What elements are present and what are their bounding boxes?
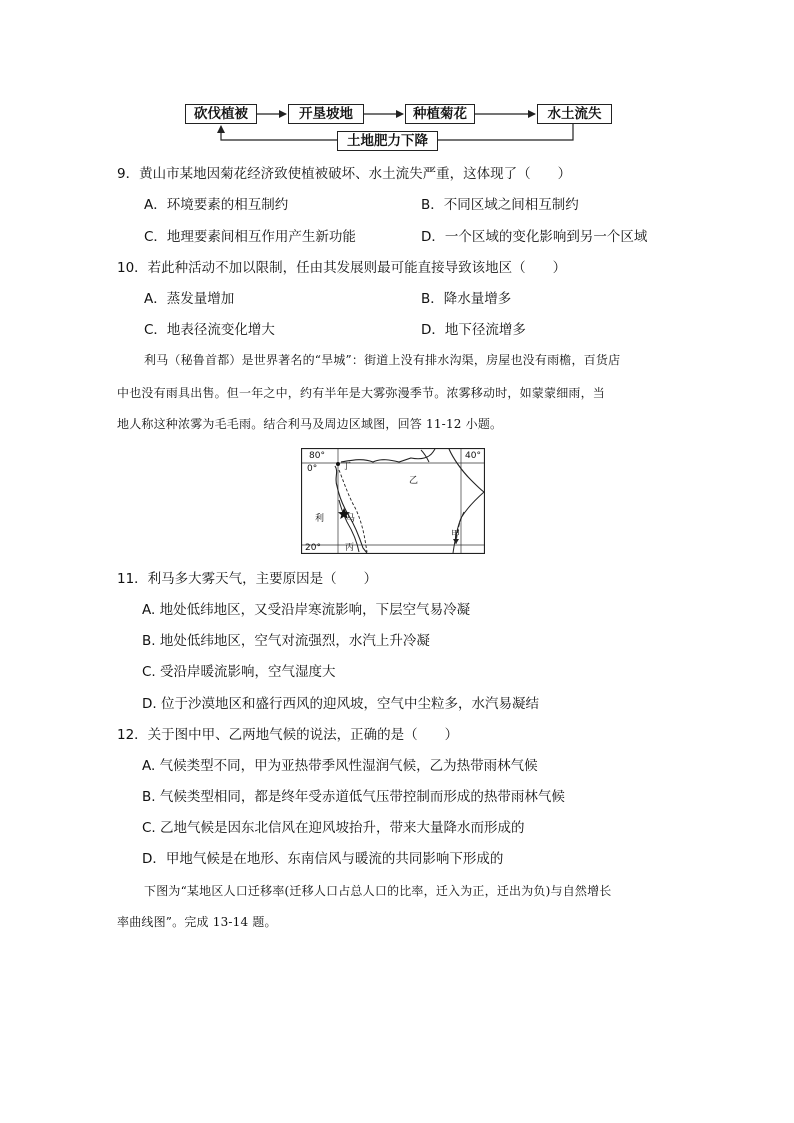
label-ding: 丁 (342, 462, 352, 472)
lima-region-map (301, 448, 485, 554)
question-12-stem: 12．关于图中甲、乙两地气候的说法，正确的是（ ） (117, 727, 459, 743)
label-lon-80: 80° (309, 451, 325, 461)
material-lima-line-3: 地人称这种浓雾为毛毛雨。结合利马及周边区域图，回答 11-12 小题。 (117, 417, 503, 431)
question-11-option-d: D. 位于沙漠地区和盛行西风的迎风坡，空气中尘粒多，水汽易凝结 (142, 696, 539, 712)
question-10-option-d: D．地下径流增多 (421, 322, 526, 338)
question-12-option-b: B. 气候类型相同，都是终年受赤道低气压带控制而形成的热带雨林气候 (142, 789, 565, 805)
question-9-option-a: A．环境要素的相互制约 (144, 197, 289, 213)
material-lima-line-1: 利马（秘鲁首都）是世界著名的“旱城”：街道上没有排水沟渠，房屋也没有雨檐，百货店 (144, 353, 621, 367)
question-12-option-a: A. 气候类型不同，甲为亚热带季风性湿润气候，乙为热带雨林气候 (142, 758, 538, 774)
question-9-option-b: B．不同区域之间相互制约 (421, 197, 579, 213)
label-lima-1: 利 (315, 514, 325, 524)
flow-box-fertility-decline: 土地肥力下降 (337, 131, 438, 151)
material-migration-line-1: 下图为“某地区人口迁移率(迁移人口占总人口的比率，迁入为正，迁出为负)与自然增长 (144, 884, 612, 898)
flow-box-soil-erosion: 水土流失 (537, 104, 612, 124)
question-9-option-d: D．一个区域的变化影响到另一个区域 (421, 229, 648, 245)
label-yi: 乙 (409, 476, 419, 486)
question-10-stem: 10．若此种活动不加以限制，任由其发展则最可能直接导致该地区（ ） (117, 260, 567, 276)
feedback-line-left (221, 126, 337, 140)
question-9-stem: 9．黄山市某地因菊花经济致使植被破坏、水土流失严重，这体现了（ ） (117, 166, 572, 182)
question-11-option-b: B. 地处低纬地区，空气对流强烈，水汽上升冷凝 (142, 633, 430, 649)
question-10-option-a: A．蒸发量增加 (144, 291, 235, 307)
question-10-option-b: B．降水量增多 (421, 291, 512, 307)
question-11-option-a: A. 地处低纬地区，又受沿岸寒流影响，下层空气易冷凝 (142, 602, 471, 618)
question-12-option-d: D．甲地气候是在地形、东南信风与暖流的共同影响下形成的 (142, 851, 504, 867)
label-lat-0: 0° (307, 464, 318, 474)
material-migration-line-2: 率曲线图”。完成 13-14 题。 (117, 915, 277, 929)
question-10-option-c: C．地表径流变化增大 (144, 322, 275, 338)
question-9-option-c: C．地理要素间相互作用产生新功能 (144, 229, 356, 245)
label-lat-20: 20° (305, 543, 321, 553)
material-lima-line-2: 中也没有雨具出售。但一年之中，约有半年是大雾弥漫季节。浓雾移动时，如蒙蒙细雨，当 (117, 386, 606, 400)
label-jia: 甲 (451, 530, 461, 540)
label-lon-40: 40° (465, 451, 481, 461)
question-11-stem: 11．利马多大雾天气，主要原因是（ ） (117, 571, 378, 587)
flow-box-reclaim-slope: 开垦坡地 (288, 104, 364, 124)
flow-box-plant-chrysanthemum: 种植菊花 (405, 104, 475, 124)
question-12-option-c: C. 乙地气候是因东北信风在迎风坡抬升，带来大量降水而形成的 (142, 820, 525, 836)
point-ding (336, 462, 340, 466)
flow-box-deforestation: 砍伐植被 (185, 104, 257, 124)
question-11-option-c: C. 受沿岸暖流影响，空气湿度大 (142, 664, 336, 680)
label-bing: 丙 (345, 543, 355, 553)
label-lima-2: 马 (346, 514, 356, 524)
feedback-line-right (437, 124, 573, 140)
